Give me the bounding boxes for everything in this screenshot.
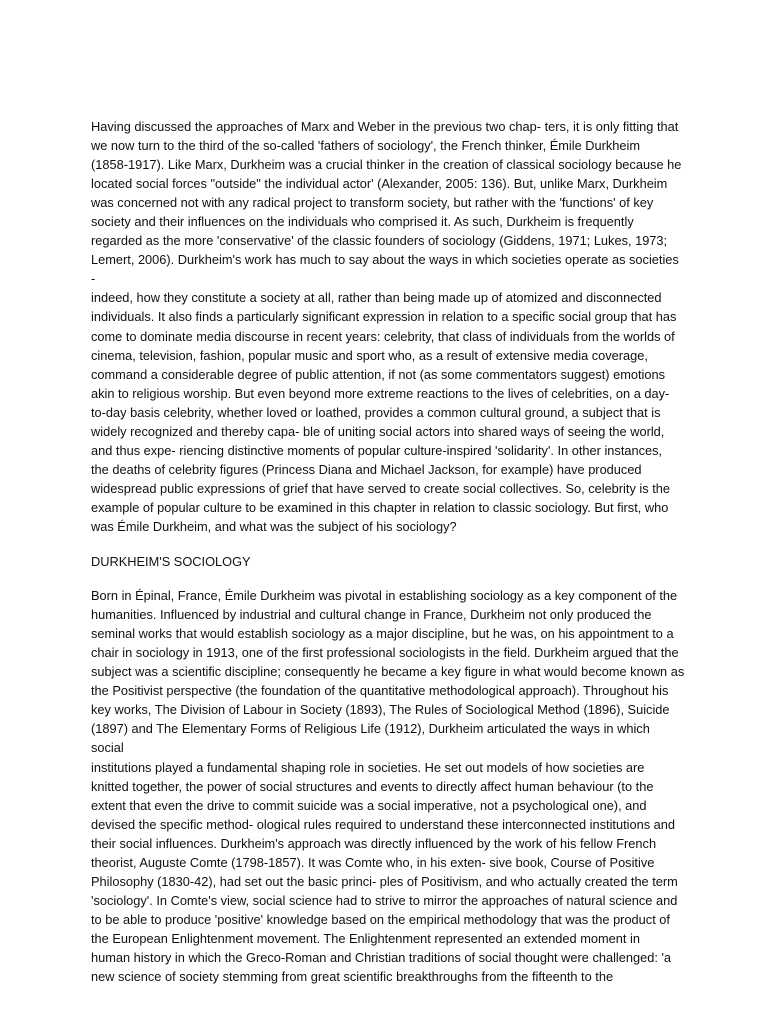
paragraph-durkheim: Born in Épinal, France, Émile Durkheim was pivotal in establishing sociology as a key component of the humanities. Influenced by industrial and cultural change in France, Durkheim not only produced the seminal works that would establish sociology as a major discipline, but he was, on his appointment to a chair in sociology in 1913, one of the first professional sociologists in the field. Durkheim argued that the subject was a scientific discipline; consequently he became a key figure in what would become known as the Positivist perspective (the foundation of the quantitative methodological approach). Throughout his key works, The Division of Labour in Society (1893), The Rules of Sociological Method (1896), Suicide (1897) and The Elementary Forms of Religious Life (1912), Durkheim articulated the ways in which social institutions played a fundamental shaping role in societies. He set out models of how societies are knitted together, the power of social structures and events to directly affect human behaviour (to the extent that even the drive to commit suicide was a social imperative, not a psychological one), and devised the specific method- ological rules required to understand these interconnected institutions and their social influences. Durkheim's approach was directly influenced by the work of his fellow French theorist, Auguste Comte (1798-1857). It was Comte who, in his exten- sive book, Course of Positive Philosophy (1830-42), had set out the basic princi- ples of Positivism, and who actually created the term 'sociology'. In Comte's view, social science had to strive to mirror the approaches of natural science and to be able to produce 'positive' knowledge based on the empirical methodology that was the product of the European Enlightenment movement. The Enlightenment represented an extended moment in human history in which the Greco-Roman and Christian traditions of social thought were challenged: 'a new science of society stemming from great scientific breakthroughs from the fifteenth to the (91, 588, 685, 985)
paragraph-intro: Having discussed the approaches of Marx and Weber in the previous two chap- ters, it is only fitting that we now turn to the third of the so-called 'fathers of sociology', the French thinker, Émile Durkheim (1858-1917). Like Marx, Durkheim was a crucial thinker in the creation of classical sociology because he located social forces "outside" the individual actor' (Alexander, 2005: 136). But, unlike Marx, Durkheim was concerned not with any radical project to transform society, but rather with the 'functions' of key society and their influences on the individuals who comprised it. As such, Durkheim is frequently regarded as the more 'conservative' of the classic founders of sociology (Giddens, 1971; Lukes, 1973; Lemert, 2006). Durkheim's work has much to say about the ways in which societies operate as societies - indeed, how they constitute a society at all, rather than being made up of atomized and disconnected individuals. It also finds a particularly significant expression in relation to a specific social group that has come to dominate media discourse in recent years: celebrity, that class of individuals from the worlds of cinema, television, fashion, popular music and sport who, as a result of extensive media coverage, command a considerable degree of public attention, if not (as some commentators suggest) emotions akin to religious worship. But even beyond more extreme reactions to the lives of celebrities, on a day- to-day basis celebrity, whether loved or loathed, provides a common cultural ground, a subject that is widely recognized and thereby capa- ble of uniting social actors into shared ways of seeing the world, and thus expe- riencing distinctive moments of popular culture-inspired 'solidarity'. In other instances, the deaths of celebrity figures (Princess Diana and Michael Jackson, for example) have produced widespread public expressions of grief that have served to create social collectives. So, celebrity is the example of popular culture to be examined in this chapter in relation to classic sociology. But first, who was Émile Durkheim, and what was the subject of his sociology? (91, 119, 682, 534)
section-heading: DURKHEIM'S SOCIOLOGY (91, 554, 251, 570)
document-page (91, 117, 685, 986)
